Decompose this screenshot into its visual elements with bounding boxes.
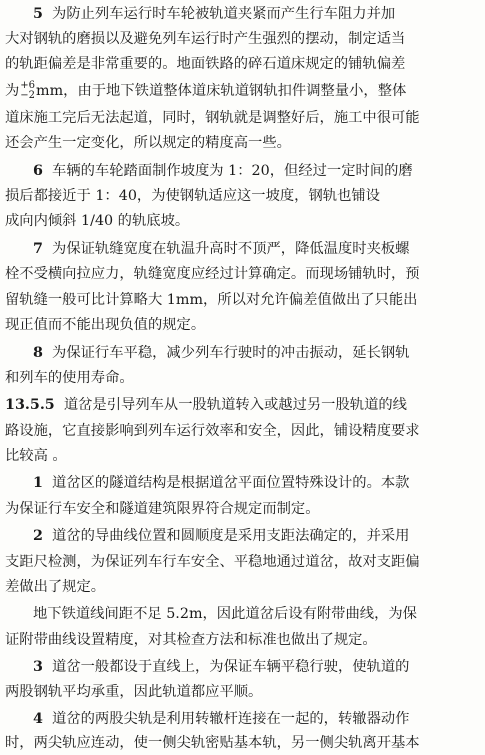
item-number: 3 — [33, 659, 43, 675]
item-number: 5 — [33, 6, 43, 22]
tolerance-fraction — [20, 81, 35, 101]
text-line — [5, 497, 480, 521]
text-line — [5, 707, 480, 731]
line-text: 栓不受横向拉应力，轨缝宽度应经过计算确定。而现场铺轨时，预 — [5, 266, 420, 282]
text-line — [5, 550, 480, 574]
line-text: 支距尺检测，为保证列车行车安全、平稳地通过道岔，故对支距偏 — [5, 554, 420, 570]
line-text: 两股钢轨平均承重，因此轨道都应平顺。 — [5, 684, 263, 700]
line-text: 道岔的导曲线位置和圆顺度是采用支距法确定的，并采用 — [52, 528, 410, 544]
item-number: 4 — [33, 711, 43, 727]
line-text: 为保证轨缝宽度在轨温升高时不顶严，降低温度时夹板螺 — [52, 241, 410, 257]
line-text: 为保证行车安全和隧道建筑限界符合规定而制定。 — [5, 501, 320, 517]
text-line — [5, 27, 480, 51]
line-text: 大对钢轨的磨损以及避免列车运行时产生强烈的摆动，制定适当 — [5, 31, 406, 47]
line-text: 留轨缝一般可比计算略大 1mm，所以对允许偏差值做出了只能出 — [5, 292, 418, 308]
line-text: 差做出了规定。 — [5, 579, 106, 595]
line-text: 路设施，它直接影响到列车运行效率和安全，因此，铺设精度要求 — [5, 423, 420, 439]
text-line — [5, 655, 480, 679]
text-line — [5, 575, 480, 599]
line-text: 道岔的两股尖轨是利用转辙杆连接在一起的，转辙器动作 — [52, 711, 410, 727]
text-line — [5, 262, 480, 286]
line-text: 为 — [5, 83, 20, 99]
line-text: 还会产生一定变化，所以规定的精度高一些。 — [5, 135, 291, 151]
text-line — [5, 52, 480, 76]
text-line — [5, 366, 480, 390]
item-number: 8 — [33, 345, 43, 361]
text-line — [5, 159, 480, 183]
line-text: 车辆的车轮踏面制作坡度为 1：20，但经过一定时间的磨 — [52, 163, 413, 179]
text-line — [5, 602, 480, 626]
item-number: 6 — [33, 163, 43, 179]
line-text: 和列车的使用寿命。 — [5, 370, 134, 386]
line-text: 的轨距偏差是非常重要的。地面铁路的碎石道床规定的铺轨偏差 — [5, 56, 406, 72]
line-text: 时，两尖轨应连动，使一侧尖轨密贴基本轨，另一侧尖轨离开基本 — [5, 735, 420, 751]
tolerance-lower: −2 — [20, 90, 36, 101]
text-line — [5, 313, 480, 337]
item-number: 7 — [33, 241, 43, 257]
text-line — [5, 393, 480, 417]
line-text: 为保证行车平稳，减少列车行驶时的冲击振动，延长钢轨 — [52, 345, 410, 361]
text-line — [5, 209, 480, 233]
line-text: 损后都接近于 1：40，为使钢轨适应这一坡度，钢轨也铺设 — [5, 188, 380, 204]
text-line — [5, 731, 480, 755]
line-text: 比较高 。 — [5, 448, 67, 464]
line-text: 道岔一般都设于直线上，为保证车辆平稳行驶，使轨道的 — [52, 659, 410, 675]
item-number: 2 — [33, 528, 43, 544]
text-line — [5, 106, 480, 130]
text-line — [5, 341, 480, 365]
line-text: 道岔是引导列车从一股轨道转入或越过另一股轨道的线 — [63, 397, 407, 413]
text-line — [5, 628, 480, 652]
text-line — [5, 2, 480, 26]
line-text: 证附带曲线设置精度，对其检查方法和标准也做出了规定。 — [5, 632, 377, 648]
text-line — [5, 524, 480, 548]
text-line — [5, 471, 480, 495]
text-line — [5, 419, 480, 443]
line-text: mm，由于地下铁道整体道床轨道钢轨扣件调整量小，整体 — [36, 83, 407, 99]
line-text: 道床施工完后无法起道，同时，钢轨就是调整好后，施工中很可能 — [5, 110, 420, 126]
text-line — [5, 79, 480, 103]
line-text: 地下铁道线间距不足 5.2m，因此道岔后设有附带曲线，为保 — [33, 606, 417, 622]
line-text: 为防止列车运行时车轮被轨道夹紧而产生行车阻力并加 — [52, 6, 396, 22]
tolerance-upper: +6 — [20, 80, 36, 91]
text-line — [5, 184, 480, 208]
section-number: 13.5.5 — [5, 397, 55, 413]
text-line — [5, 444, 480, 468]
text-line — [5, 131, 480, 155]
text-line — [5, 680, 480, 704]
line-text: 现正值而不能出现负值的规定。 — [5, 317, 206, 333]
line-text: 成向内倾斜 1/40 的轨底坡。 — [5, 213, 190, 229]
line-text: 道岔区的隧道结构是根据道岔平面位置特殊设计的。本款 — [52, 475, 410, 491]
text-line — [5, 288, 480, 312]
item-number: 1 — [33, 475, 43, 491]
text-line — [5, 237, 480, 261]
